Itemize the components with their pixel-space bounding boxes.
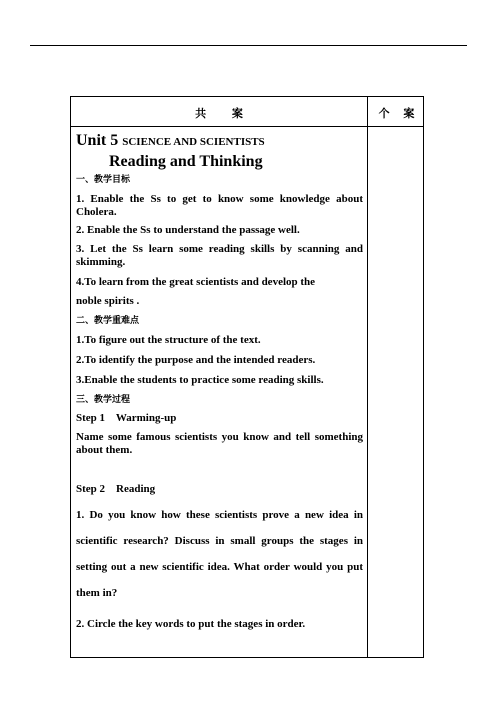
keypoint-2: 2.To identify the purpose and the intended readers. [76, 354, 316, 366]
lesson-subtitle: Reading and Thinking [109, 153, 263, 170]
keypoints-heading: 二、教学重难点 [76, 316, 140, 326]
unit-name: SCIENCE AND SCIENTISTS [122, 136, 265, 148]
keypoint-3: 3.Enable the students to practice some reading skills. [76, 374, 324, 386]
objective-2: 2. Enable the Ss to understand the passage well. [76, 224, 300, 236]
objective-1: 1. Enable the Ss to get to know some knowledge about Cholera. [76, 193, 363, 218]
step2-title: Step 2 Reading [76, 483, 156, 495]
step2-question-2: 2. Circle the key words to put the stages in order. [76, 618, 306, 630]
top-rule [30, 45, 467, 46]
shared-plan-content [76, 130, 363, 631]
unit-prefix: Unit 5 [76, 132, 119, 149]
objectives-heading: 一、教学目标 [76, 175, 131, 185]
unit-title [76, 132, 363, 151]
process-heading: 三、教学过程 [76, 395, 131, 405]
step1-text: Name some famous scientists you know and tell something about them. [76, 431, 363, 456]
lesson-plan-table [70, 96, 424, 658]
column-divider [367, 97, 368, 657]
personal-plan-header: 个 案 [378, 107, 415, 120]
shared-plan-header: 共 案 [195, 107, 243, 120]
objective-3: 3. Let the Ss learn some reading skills by scanning and skimming. [76, 243, 363, 268]
header-divider [71, 126, 423, 127]
objective-4: 4.To learn from the great scientists and develop the [76, 276, 316, 288]
step2-question-1: 1. Do you know how these scientists prove a new idea in scientific research? Discuss in small groups the stages in setting out a new scientific idea. What order would you put them in? [76, 509, 363, 599]
objective-4-continued: noble spirits . [76, 295, 140, 307]
step1-title: Step 1 Warming-up [76, 412, 177, 424]
keypoint-1: 1.To figure out the structure of the text. [76, 334, 261, 346]
